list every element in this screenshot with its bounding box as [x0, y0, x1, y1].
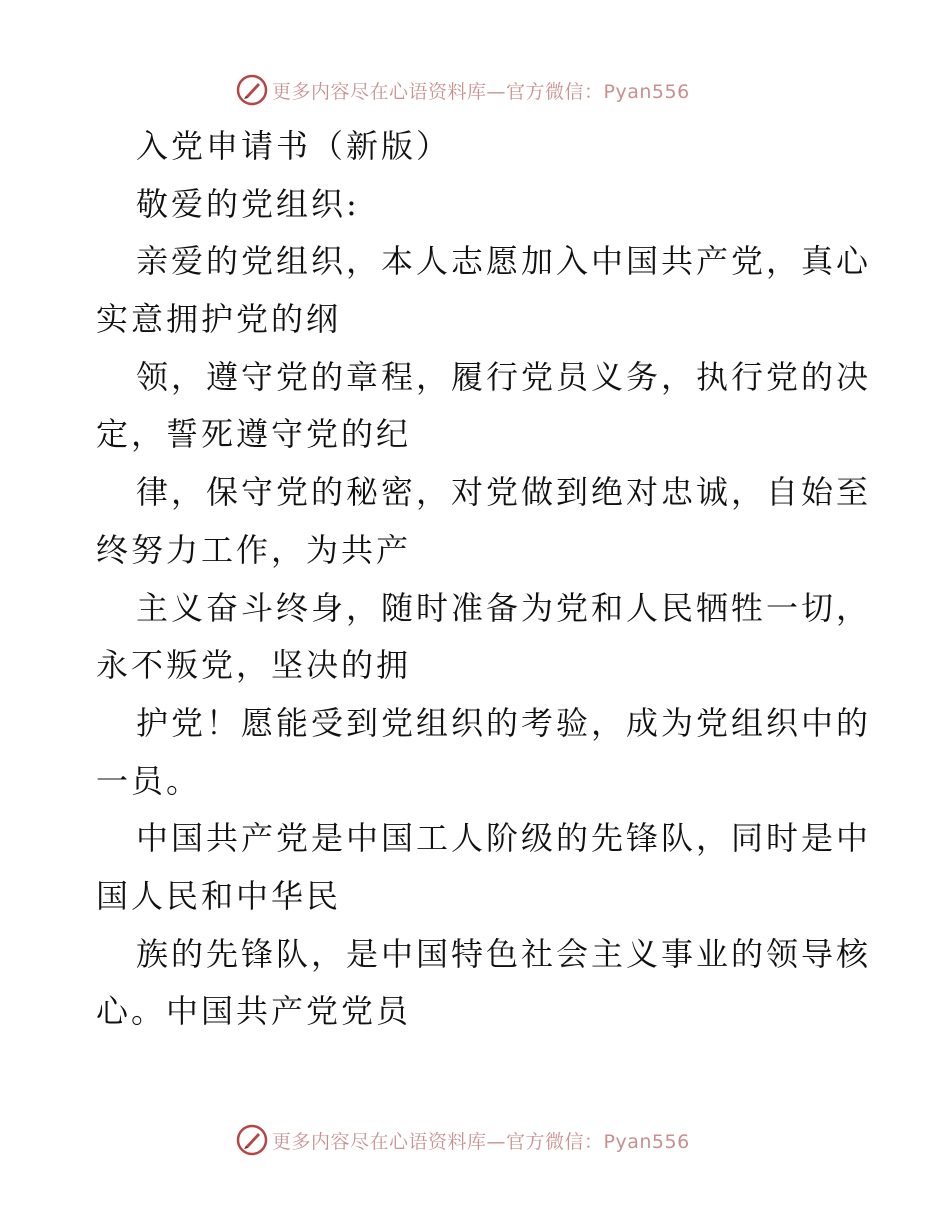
document-body	[96, 118, 886, 1041]
quill-logo-icon	[236, 1124, 268, 1156]
document-title: 入党申请书（新版）	[136, 127, 452, 165]
body-line: 中国共产党是中国工人阶级的先锋队，同时是中	[136, 819, 872, 858]
body-line: 族的先锋队，是中国特色社会主义事业的领导核	[136, 934, 872, 973]
body-line: 心。中国共产党党员	[96, 992, 412, 1031]
body-line: 主义奋斗终身，随时准备为党和人民牺牲一切，	[136, 588, 872, 627]
body-line: 护党！愿能受到党组织的考验，成为党组织中的	[136, 703, 872, 742]
footer-banner	[236, 1122, 756, 1158]
body-line: 终努力工作，为共产	[96, 530, 412, 569]
body-line: 领，遵守党的章程，履行党员义务，执行党的决	[136, 357, 872, 396]
body-line: 定，誓死遵守党的纪	[96, 415, 412, 454]
body-line: 一员。	[96, 761, 202, 800]
body-line: 律，保守党的秘密，对党做到绝对忠诚，自始至	[136, 473, 872, 512]
body-line: 实意拥护党的纲	[96, 300, 342, 339]
banner-text: 更多内容尽在心语资料库—官方微信：Pyan556	[272, 80, 690, 103]
body-line: 永不叛党，坚决的拥	[96, 646, 412, 685]
body-line: 国人民和中华民	[96, 876, 342, 915]
quill-logo-icon	[236, 74, 268, 106]
header-banner	[236, 72, 756, 108]
banner-text: 更多内容尽在心语资料库—官方微信：Pyan556	[272, 1130, 690, 1153]
salutation: 敬爱的党组织:	[136, 184, 360, 223]
body-line: 亲爱的党组织，本人志愿加入中国共产党，真心	[136, 242, 872, 281]
